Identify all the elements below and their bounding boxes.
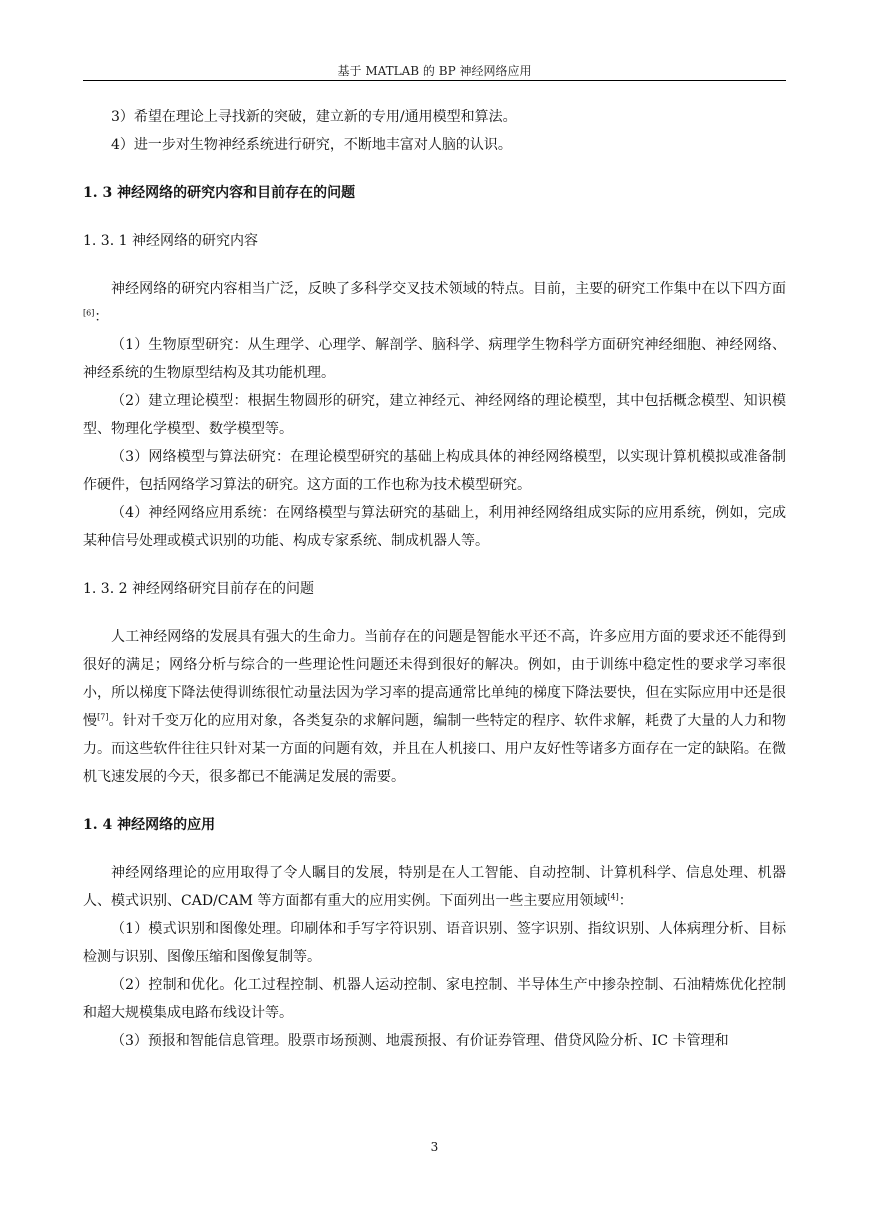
- paragraph-research-intro: [83, 275, 786, 331]
- citation-ref: [4]: [607, 892, 619, 902]
- list-item: （2）建立理论模型：根据生物圆形的研究，建立神经元、神经网络的理论模型，其中包括概念模型、知识模型、物理化学模型、数学模型等。: [83, 393, 786, 437]
- list-item: （1）模式识别和图像处理。印刷体和手写字符识别、语音识别、签字识别、指纹识别、人体病理分析、目标检测与识别、图像压缩和图像复制等。: [83, 921, 786, 965]
- list-item: （1）生物原型研究：从生理学、心理学、解剖学、脑科学、病理学生物科学方面研究神经细胞、神经网络、神经系统的生物原型结构及其功能机理。: [83, 337, 786, 381]
- list-item: 3）希望在理论上寻找新的突破，建立新的专用/通用模型和算法。: [111, 109, 517, 125]
- citation-ref: [6]: [83, 308, 95, 318]
- list-item: 4）进一步对生物神经系统进行研究，不断地丰富对人脑的认识。: [111, 137, 512, 153]
- header-rule: [83, 80, 786, 81]
- page-number: 3: [430, 1140, 439, 1154]
- paragraph-text: 。针对千变万化的应用对象，各类复杂的求解问题，编制一些特定的程序、软件求解，耗费了大量的人力和物力。而这些软件往往只针对某一方面的问题有效，并且在人机接口、用户友好性等诸多方面存在一定的缺陷。在微机飞速发展的今天，很多都已不能满足发展的需要。: [83, 713, 787, 785]
- citation-ref: [7]: [97, 712, 109, 722]
- paragraph-text: 神经网络理论的应用取得了令人瞩目的发展，特别是在人工智能、自动控制、计算机科学、信息处理、机器人、模式识别、CAD/CAM 等方面都有重大的应用实例。下面列出一些主要应用领域: [83, 865, 786, 909]
- paragraph-applications-intro: [83, 859, 786, 915]
- list-item: （3）网络模型与算法研究：在理论模型研究的基础上构成具体的神经网络模型，以实现计算机模拟或准备制作硬件，包括网络学习算法的研究。这方面的工作也称为技术模型研究。: [83, 449, 786, 493]
- list-item: （3）预报和智能信息管理。股票市场预测、地震预报、有价证券管理、借贷风险分析、IC 卡管理和: [111, 1033, 729, 1049]
- paragraph-text: ：: [94, 309, 109, 325]
- section-heading-1-4: 1. 4 神经网络的应用: [83, 817, 216, 833]
- section-heading-1-3: 1. 3 神经网络的研究内容和目前存在的问题: [83, 185, 356, 201]
- list-item: （2）控制和优化。化工过程控制、机器人运动控制、家电控制、半导体生产中掺杂控制、石油精炼优化控制和超大规模集成电路布线设计等。: [83, 977, 786, 1021]
- paragraph-problems: [83, 623, 786, 791]
- list-item: （4）神经网络应用系统：在网络模型与算法研究的基础上，利用神经网络组成实际的应用系统，例如，完成某种信号处理或模式识别的功能、构成专家系统、制成机器人等。: [83, 505, 786, 549]
- paragraph-text: 人工神经网络的发展具有强大的生命力。当前存在的问题是智能水平还不高，许多应用方面的要求还不能得到很好的满足；网络分析与综合的一些理论性问题还未得到很好的解决。例如，由于训练中稳定性的要求学习率很小，所以梯度下降法使得训练很忙动量法因为学习率的提高通常比单纯的梯度下降法要快，但在实际应用中还是很慢: [83, 629, 786, 729]
- subsection-heading-1-3-2: 1. 3. 2 神经网络研究目前存在的问题: [83, 581, 314, 597]
- page-body: [83, 103, 786, 1055]
- paragraph-text: 神经网络的研究内容相当广泛，反映了多科学交叉技术领域的特点。目前，主要的研究工作集中在以下四方面: [111, 281, 786, 297]
- subsection-heading-1-3-1: 1. 3. 1 神经网络的研究内容: [83, 233, 258, 249]
- paragraph-text: ：: [618, 893, 633, 909]
- running-header: 基于 MATLAB 的 BP 神经网络应用: [337, 64, 532, 78]
